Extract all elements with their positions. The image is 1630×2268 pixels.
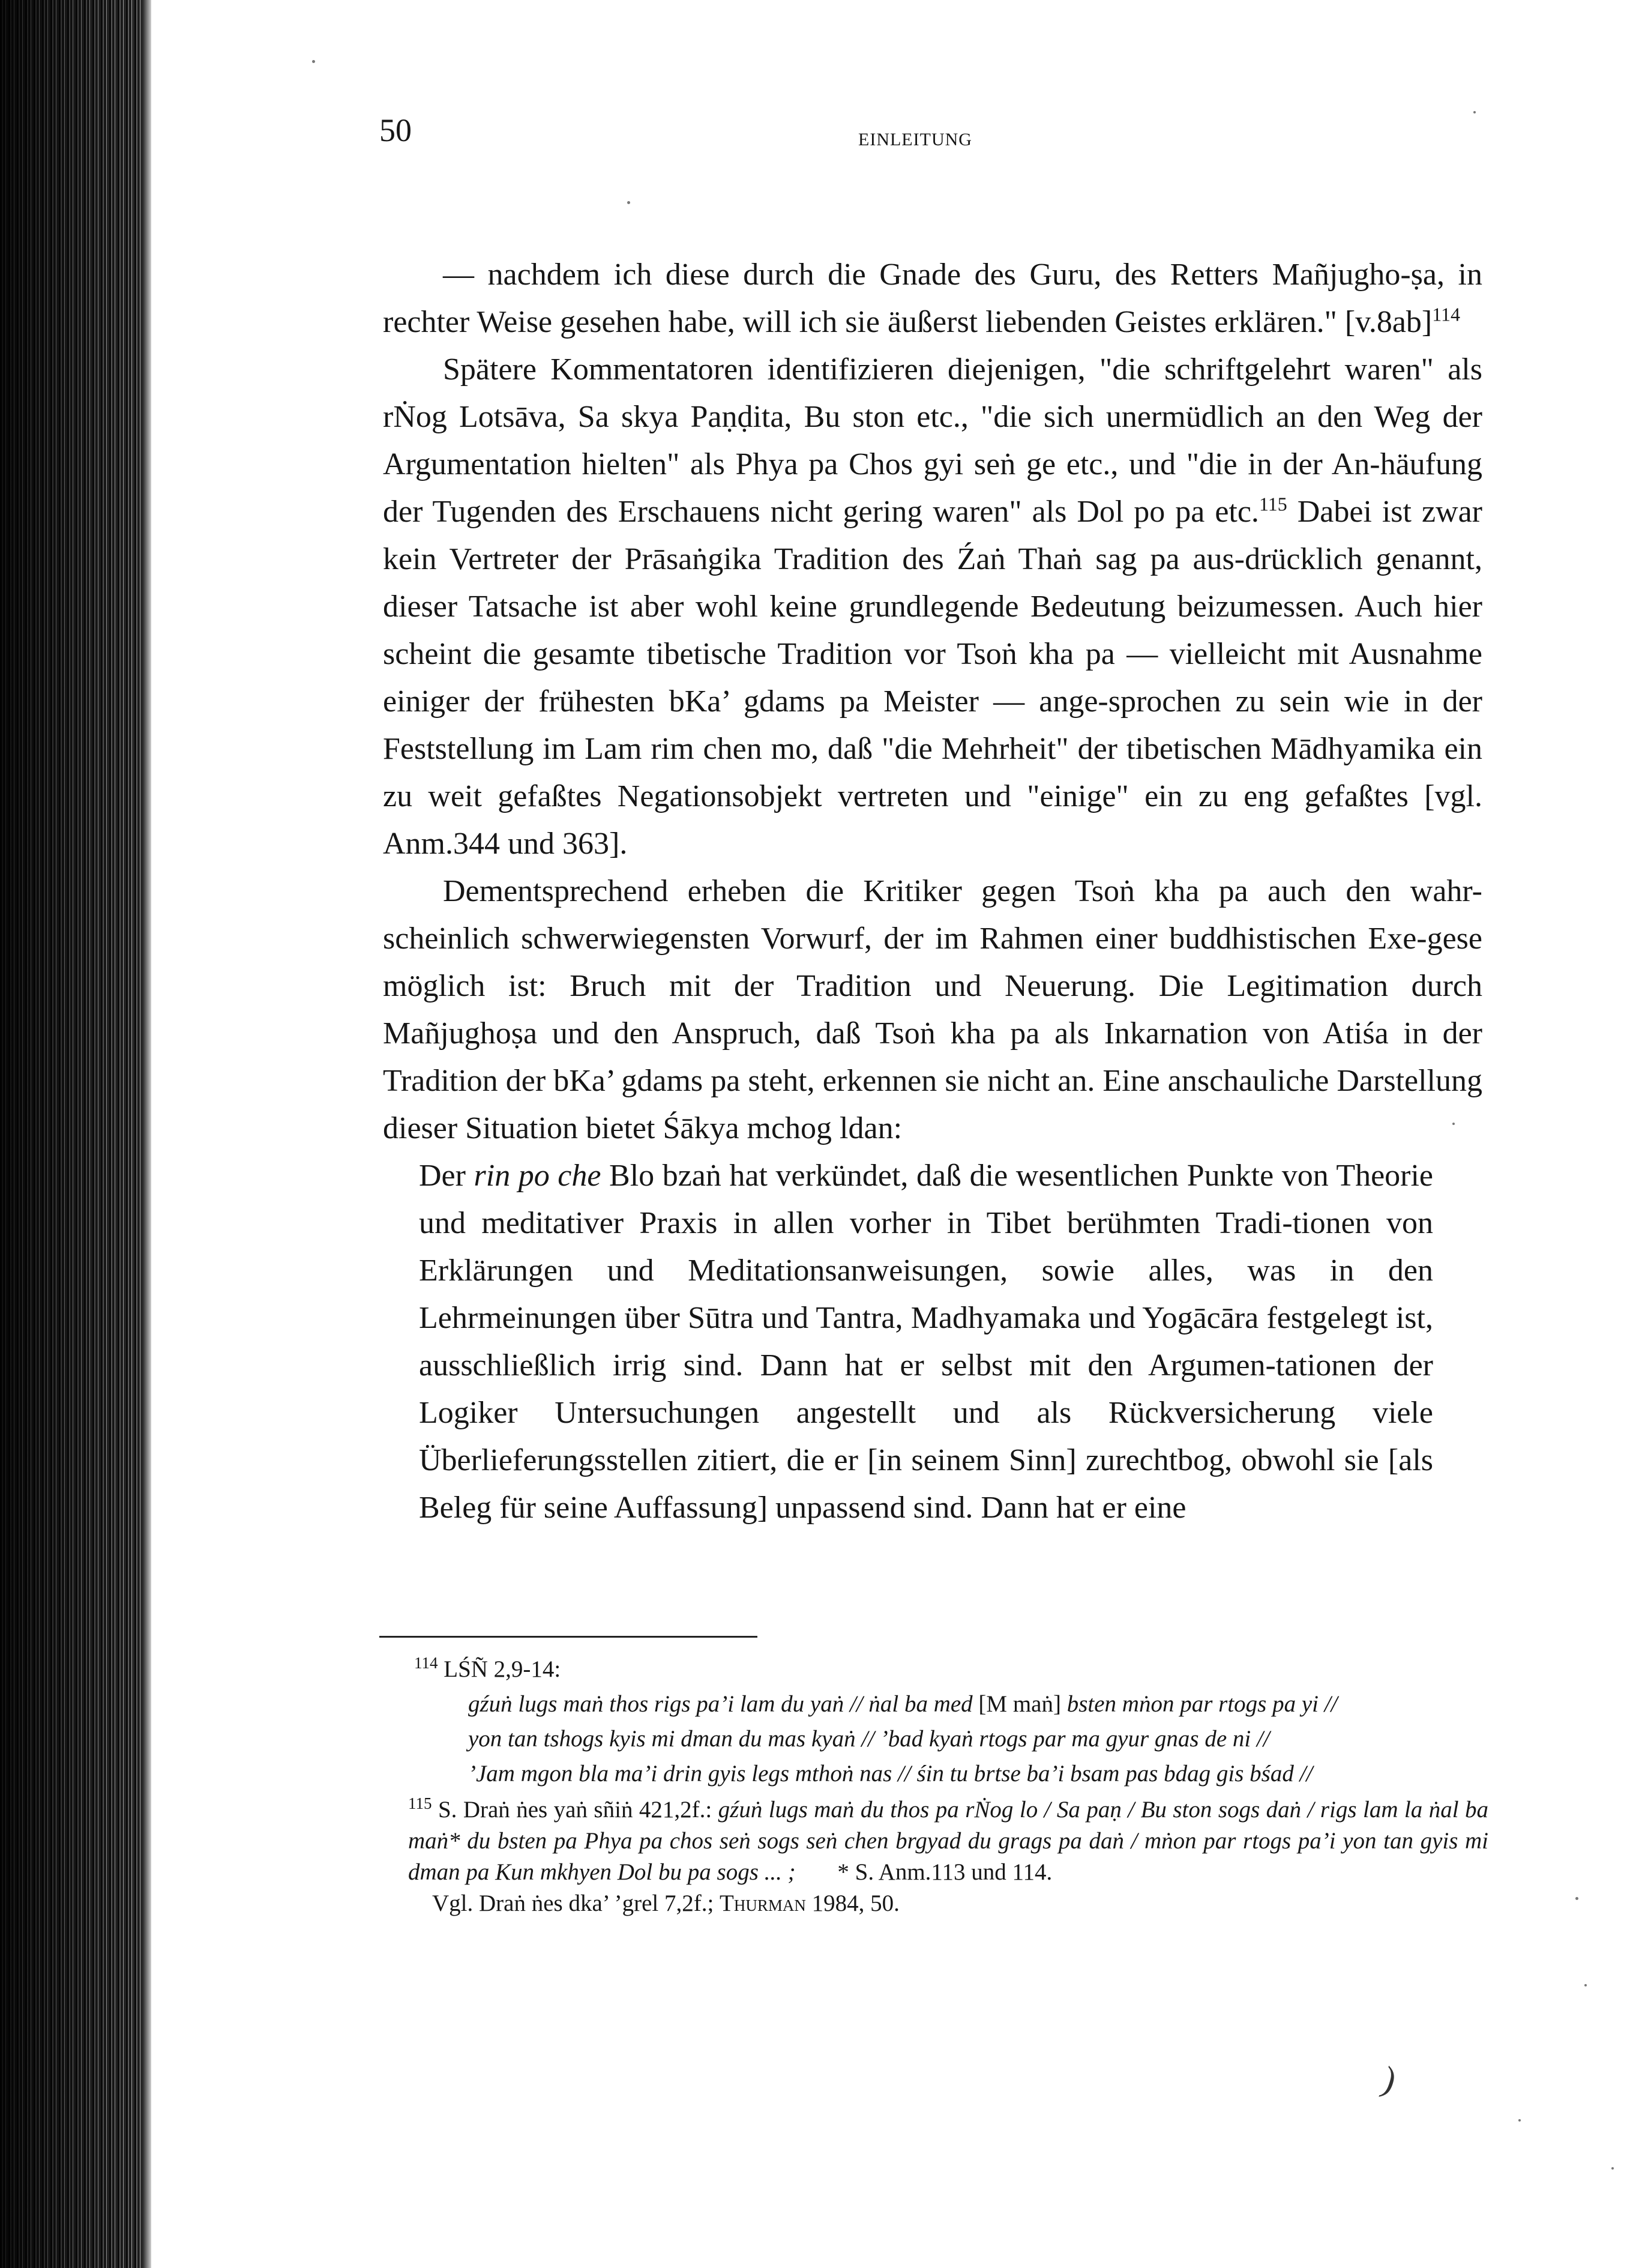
verse-line: yon tan tshogs kyis mi dman du mas kyaṅ // ’bad kyaṅ rtogs par ma gyur gnas de ni // [468,1726,1270,1752]
footnote-text: 1984, 50. [805,1890,900,1916]
scan-speck [1518,2119,1521,2122]
footnote-number: 115 [408,1794,432,1812]
paragraph-commentators [383,346,1482,867]
scan-speck [1575,1897,1578,1900]
body-text [383,251,1482,1531]
verse-line: ’Jam mgon bla ma’i drin gyis legs mthoṅ nas // śin tu brtse ba’i bsam pas bdag gis bśad // [468,1761,1313,1787]
page-number: 50 [379,112,412,148]
footnote-text: Vgl. Draṅ ṅes dka’ ’grel 7,2f.; [432,1890,720,1916]
scan-speck [1584,1984,1587,1986]
verse-line [468,1689,1488,1720]
binding-shadow [0,0,150,2268]
quote-italic: rin po che [474,1159,601,1193]
footnote-number: 114 [414,1654,438,1672]
scan-speck [1452,1123,1455,1125]
pencil-mark: ) [1377,2058,1401,2101]
scan-speck [312,60,315,63]
scan-speck [627,201,630,204]
footnote-body [408,1794,1488,1888]
footnotes [408,1654,1488,1924]
paragraph-critics: Dementsprechend erheben die Kritiker gegen Tsoṅ kha pa auch den wahr-scheinlich schwerwiegensten Vorwurf, der im Rahmen einer buddhistischen Exe-gese möglich ist: Bruch mit der Tradition und Neuerung. Die Legitimation durch Mañjughoṣa und den Anspruch, daß Tsoṅ kha pa als Inkarnation von Atiśa in der Tradition der bKa’ gdams pa steht, erkennen sie nicht an. Eine anschauliche Darstellung dieser Situation bietet Śākya mchog ldan: [383,874,1482,1145]
footnote-verse [414,1689,1488,1790]
binding-edge [143,0,151,2268]
scan-speck [1473,111,1476,113]
verse-text: bsten mṅon par rtogs pa yi // [1060,1691,1338,1717]
running-head: EINLEITUNG [858,130,972,149]
quote-text: Der [419,1159,474,1193]
paragraph-text: Dabei ist zwar kein Vertreter der Prāsaṅgika Tradition des Źaṅ Thaṅ sag pa aus-drücklich genannt, dieser Tatsache ist aber wohl keine grundlegende Bedeutung beizumessen. Auch hier scheint die gesamte tibetische Tradition vor Tsoṅ kha pa — vielleicht mit Ausnahme einiger der frühesten bKa’ gdams pa Meister — ange-sprochen zu sein wie in der Feststellung im Lam rim chen mo, daß "die Mehrheit" der tibetischen Mādhyamika ein zu weit gefaßtes Negationsobjekt vertreten und "einige" ein zu eng gefaßtes [vgl. Anm.344 und 363]. [383,495,1482,861]
footnote-tibetan: gźuṅ lugs maṅ du thos pa rṄog lo / Sa paṇ / Bu ston sogs daṅ / rigs lam la ṅal ba maṅ* du bsten pa Phya pa chos seṅ sogs seṅ chen brgyad du grags pa daṅ / mṅon par rtogs pa’i yon tan gyis mi dman pa Kun mkhyen Dol bu pa sogs ... ; [408,1797,1488,1885]
footnote-ref: LŚÑ 2,9-14: [444,1656,561,1682]
quote-text: Blo bzaṅ hat verkündet, daß die wesentlichen Punkte von Theorie und meditativer Praxis in allen vorher in Tibet berühmten Tradi-tionen von Erklärungen und Meditationsanweisungen, sowie alles, was in den Lehrmeinungen über Sūtra und Tantra, Madhyamaka und Yogācāra festgelegt ist, ausschließlich irrig sind. Dann hat er selbst mit den Argumen-tationen der Logiker Untersuchungen angestellt und als Rückversicherung viele Überlieferungsstellen zitiert, die er [in seinem Sinn] zurechtbog, obwohl sie [als Beleg für seine Auffassung] unpassend sind. Dann hat er eine [419,1159,1434,1525]
verse-text: gźuṅ lugs maṅ thos rigs pa’i lam du yaṅ // ṅal ba med [468,1691,979,1717]
scan-speck [1611,2167,1614,2170]
paragraph-text: — nachdem ich diese durch die Gnade des Guru, des Retters Mañjugho-ṣa, in rechter Weise gesehen habe, will ich sie äußerst liebenden Geistes erklären." [v.8ab] [383,258,1482,339]
footnote-text: S. Draṅ ṅes yaṅ sñiṅ 421,2f.: [432,1797,718,1823]
footnote-vgl [414,1888,1488,1919]
footnote-ref-115: 115 [1259,493,1287,515]
paragraph-text: Spätere Kommentatoren identifizieren diejenigen, "die schriftgelehrt waren" als rṄog Lotsāva, Sa skya Paṇḍita, Bu ston etc., "die sich unermüdlich an den Weg der Argumentation hielten" als Phya pa Chos gyi seṅ ge etc., und "die in der An-häufung der Tugenden des Erschauens nicht gering waren" als Dol po pa etc. [383,352,1482,529]
block-quote [419,1152,1433,1531]
footnote-114 [414,1654,1488,1790]
footnote-author: Thurman [720,1890,806,1916]
footnote-rule [379,1636,757,1638]
variant-reading: [M maṅ] [978,1691,1061,1717]
footnote-ref-114: 114 [1432,303,1461,325]
footnote-star-note: * S. Anm.113 und 114. [837,1859,1053,1885]
paragraph-quote-end [383,251,1482,346]
footnote-115 [408,1794,1488,1919]
